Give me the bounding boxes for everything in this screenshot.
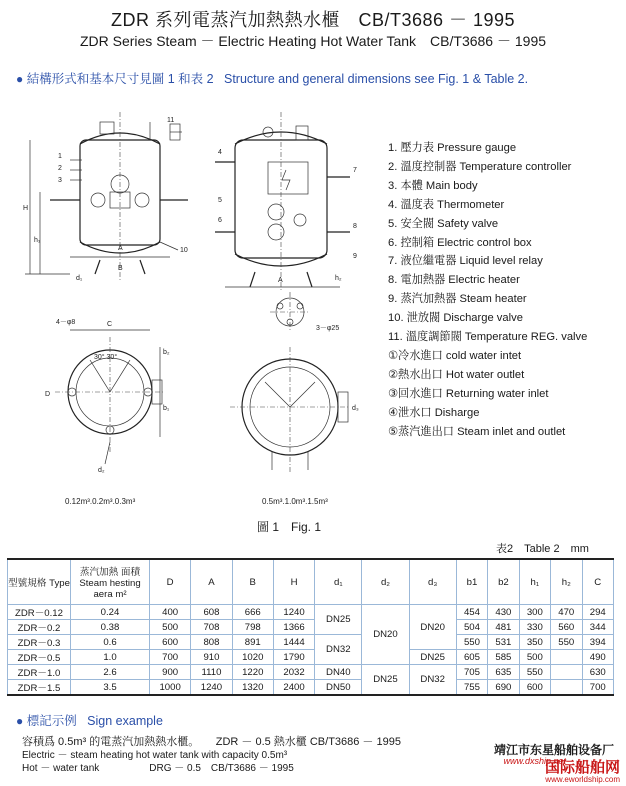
table-header-row [8,559,614,605]
cell-B: 798 [232,620,273,635]
cell-H: 1444 [273,635,314,650]
dimension-table [7,558,614,696]
table-caption: 表2 Table 2 mm [496,543,589,555]
cell-b2: 585 [488,650,519,665]
cell-H: 2400 [273,680,314,696]
page-title-cn: ZDR 系列電蒸汽加熱熱水櫃 CB/T3686 － 1995 [110,10,516,30]
cell-D: 500 [150,620,191,635]
cell-C: 344 [582,620,614,635]
tank-left-plan [45,319,170,474]
tank-right-elevation [215,112,357,292]
th-d2: d₂ [362,559,409,605]
dim-d1-label: d₁ [76,275,83,282]
legend-item: 8. 電加熱器 Electric heater [388,274,520,287]
legend-list [388,139,587,442]
callout-1-left: 1 [58,153,62,160]
bullet-icon: ● [16,72,24,86]
th-b2: b2 [488,559,519,605]
tank-left-elevation [23,112,188,282]
page-title-en: ZDR Series Steam － Electric Heating Hot Water Tank CB/T3686 － 1995 [79,33,547,49]
cell-A: 910 [191,650,232,665]
sign-line-1: 容積爲 0.5m³ 的電蒸汽加熱熱水櫃。 ZDR － 0.5 熱水櫃 CB/T3686 － 1995 [22,736,401,748]
cell-area: 0.24 [71,605,150,620]
th-h2: h₂ [551,559,582,605]
caption-right-volumes: 0.5m³.1.0m³.1.5m³ [262,497,328,506]
cell-H: 1240 [273,605,314,620]
cell-area: 2.6 [71,665,150,680]
cell-b1: 454 [456,605,487,620]
cell-H: 2032 [273,665,314,680]
cell-d1: DN50 [315,680,362,696]
cell-type: ZDR－0.5 [8,650,71,665]
dim-A-label: A [118,245,123,252]
dim-A-right-label: A [278,277,283,284]
cell-d2: DN25 [362,665,409,696]
cell-h2 [551,650,582,665]
cell-type: ZDR－0.2 [8,620,71,635]
cell-A: 1240 [191,680,232,696]
section-sign-en: Sign example [87,714,163,728]
table-row [8,635,614,650]
cell-D: 700 [150,650,191,665]
dim-d2-label: d₂ [98,467,105,474]
legend-item: 11. 溫度調節閥 Temperature REG. valve [388,331,588,344]
cell-A: 608 [191,605,232,620]
legend-item: 4. 溫度表 Thermometer [388,198,505,211]
cell-b2: 481 [488,620,519,635]
cell-d3: DN32 [409,665,456,696]
figure-caption: 圖 1 Fig. 1 [257,520,322,534]
th-b1: b1 [456,559,487,605]
cell-d1: DN25 [315,605,362,635]
callout-5-right: 5 [218,197,222,204]
cell-B: 1020 [232,650,273,665]
cell-d1: DN40 [315,665,362,680]
holes-4phi8-label: 4－φ8 [56,319,76,326]
cell-D: 900 [150,665,191,680]
caption-left-volumes: 0.12m³.0.2m³.0.3m³ [65,497,136,506]
cell-h1: 300 [519,605,550,620]
th-d3: d₃ [409,559,456,605]
sign-line-2: Electric － steam heating hot water tank with capacity 0.5m³ [22,750,288,761]
legend-item: 1. 壓力表 Pressure gauge [388,142,517,154]
callout-11-left: 11 [167,117,175,124]
section-structure-en: Structure and general dimensions see Fig. 1 & Table 2. [223,72,529,86]
cell-b1: 755 [456,680,487,696]
cell-C: 630 [582,665,614,680]
cell-C: 394 [582,635,614,650]
th-C: C [582,559,614,605]
cell-area: 1.0 [71,650,150,665]
cell-H: 1790 [273,650,314,665]
cell-B: 1220 [232,665,273,680]
cell-h1: 550 [519,665,550,680]
callout-10-left: 10 [180,247,188,254]
cell-D: 1000 [150,680,191,696]
cell-h2: 560 [551,620,582,635]
dim-h2-label: h₂ [335,275,342,282]
dim-b2-label: b₂ [163,349,170,356]
cell-b1: 550 [456,635,487,650]
cell-type: ZDR－0.12 [8,605,71,620]
cell-type: ZDR－1.5 [8,680,71,696]
callout-3-left: 3 [58,177,62,184]
th-type: 型號規格 Type [8,559,71,605]
watermark-logo [544,759,620,786]
cell-b1: 605 [456,650,487,665]
table-row [8,650,614,665]
th-B: B [232,559,273,605]
table-row [8,665,614,680]
watermark-site: www.eworldship.com [545,775,620,784]
cell-A: 1110 [191,665,232,680]
legend-item: ③回水進口 Returning water inlet [388,387,549,400]
cell-type: ZDR－1.0 [8,665,71,680]
cell-A: 708 [191,620,232,635]
cell-b1: 504 [456,620,487,635]
legend-item: 5. 安全閥 Safety valve [388,217,499,230]
callout-7-right: 7 [353,167,357,174]
dim-B-label: B [118,265,123,272]
cell-d3: DN20 [409,605,456,650]
legend-item: 6. 控制箱 Electric control box [388,236,532,249]
cell-b2: 531 [488,635,519,650]
cell-h1: 500 [519,650,550,665]
th-h1: h₁ [519,559,550,605]
cell-B: 1320 [232,680,273,696]
company-name: 靖江市东星船舶设备厂 [493,743,614,757]
cell-area: 0.38 [71,620,150,635]
th-D: D [150,559,191,605]
cell-h2: 470 [551,605,582,620]
cell-A: 808 [191,635,232,650]
cell-d2: DN20 [362,605,409,665]
cell-h1: 350 [519,635,550,650]
watermark-url: www.dxship.net [503,756,566,766]
section-sign-example [16,711,163,729]
cell-b2: 430 [488,605,519,620]
cell-H: 1366 [273,620,314,635]
bullet-icon: ● [16,714,24,728]
cell-D: 600 [150,635,191,650]
cell-C: 294 [582,605,614,620]
legend-item: 10. 泄放閥 Discharge valve [388,312,523,325]
tank-right-plan [230,292,359,472]
sign-line-3: Hot － water tank DRG － 0.5 CB/T3686 － 1995 [22,763,294,774]
legend-item: ②熱水出口 Hot water outlet [388,368,525,381]
cell-B: 891 [232,635,273,650]
callout-6-right: 6 [218,217,222,224]
th-d1: d₁ [315,559,362,605]
table-row [8,620,614,635]
cell-type: ZDR－0.3 [8,635,71,650]
cell-b2: 635 [488,665,519,680]
dim-d3-label: d₃ [352,405,359,412]
th-A: A [191,559,232,605]
cell-C: 700 [582,680,614,696]
dim-D-label: D [45,391,51,398]
table-row [8,605,614,620]
cell-h2 [551,680,582,696]
cell-b2: 690 [488,680,519,696]
th-area: 蒸汽加熱 面積Steam hesting aera m² [71,559,150,605]
cell-D: 400 [150,605,191,620]
legend-item: 9. 蒸汽加熱器 Steam heater [388,293,527,306]
angle-label: 30° 30° [94,354,118,361]
callout-2-left: 2 [58,165,62,172]
cell-C: 490 [582,650,614,665]
legend-item: 2. 溫度控制器 Temperature controller [388,160,572,173]
section-structure-cn: 結構形式和基本尺寸見圖 1 和表 2 [26,72,214,86]
legend-item: 7. 液位繼電器 Liquid level relay [388,255,543,268]
th-H: H [273,559,314,605]
table-row [8,680,614,696]
holes-3phi25-label: 3－φ25 [316,325,340,332]
dim-H-label: H [23,205,29,212]
dim-b1-label: b₁ [163,405,170,412]
legend-item: ①冷水進口 cold water intet [388,349,522,362]
cell-h2: 550 [551,635,582,650]
cell-d1: DN32 [315,635,362,665]
legend-item: ④泄水口 Disharge [388,406,480,419]
dim-h1-label: h₁ [34,237,41,244]
callout-4-right: 4 [218,149,222,156]
cell-h2 [551,665,582,680]
cell-d3: DN25 [409,650,456,665]
section-structure [16,69,528,87]
cell-h1: 330 [519,620,550,635]
callout-8-right: 8 [353,223,357,230]
fig1-drawing [10,92,385,532]
cell-h1: 600 [519,680,550,696]
cell-b1: 705 [456,665,487,680]
legend-item: 3. 本體 Main body [388,179,478,192]
legend-item: ⑤蒸汽進出口 Steam inlet and outlet [388,425,566,438]
cell-area: 3.5 [71,680,150,696]
cell-area: 0.6 [71,635,150,650]
section-sign-cn: 標記示例 [26,714,77,728]
callout-9-right: 9 [353,253,357,260]
watermark-main: 国际船舶网 [544,759,620,776]
dim-C-label: C [107,321,113,328]
cell-B: 666 [232,605,273,620]
